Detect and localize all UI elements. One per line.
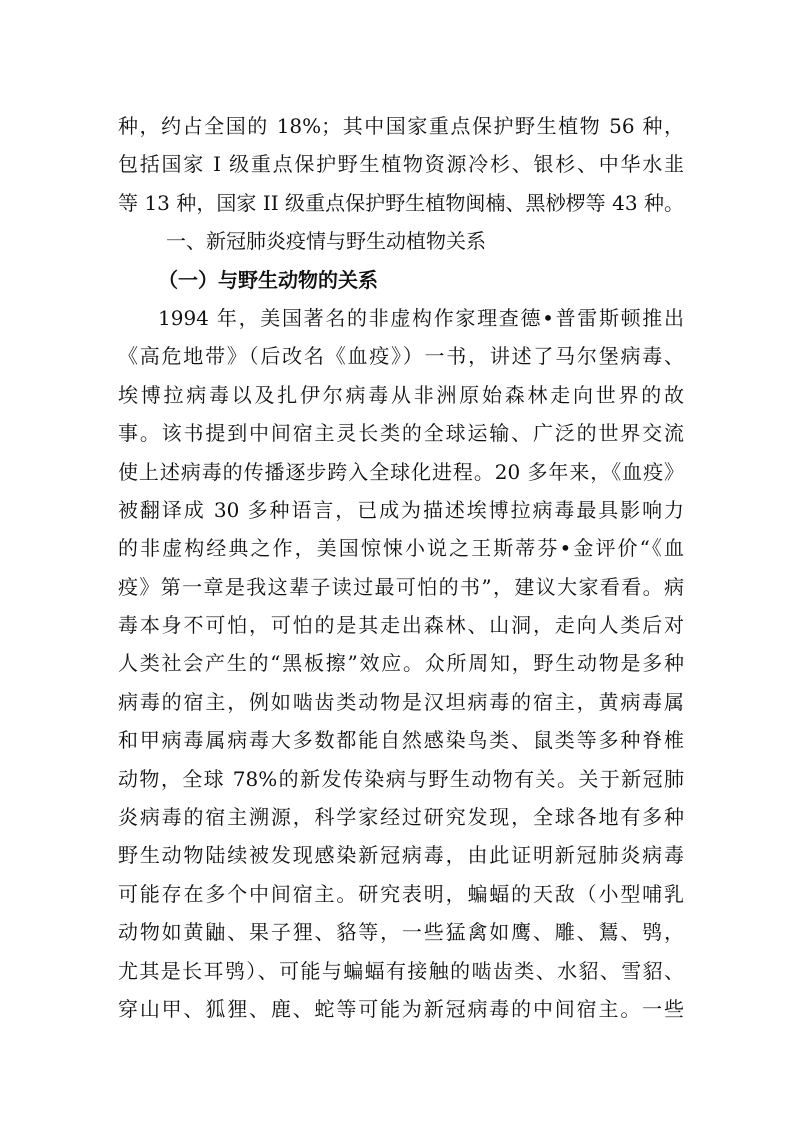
text-line: 和甲病毒属病毒大多数都能自然感染鸟类、鼠类等多种脊椎 (118, 728, 684, 753)
text-line: 疫》第一章是我这辈子读过最可怕的书”，建议大家看看。病 (118, 574, 684, 599)
text-line: 种，约占全国的 18%；其中国家重点保护野生植物 56 种， (118, 114, 684, 138)
document-page (118, 107, 684, 1028)
text-line: 毒本身不可怕，可怕的是其走出森林、山洞，走向人类后对 (118, 613, 684, 638)
text-line: 事。该书提到中间宿主灵长类的全球运输、广泛的世界交流 (118, 421, 684, 446)
text-line: 炎病毒的宿主溯源，科学家经过研究发现，全球各地有多种 (118, 805, 684, 830)
text-line: 病毒的宿主，例如啮齿类动物是汉坦病毒的宿主，黄病毒属 (118, 689, 684, 714)
section-heading: 一、新冠肺炎疫情与野生动植物关系 (166, 229, 486, 254)
text-line: 野生动物陆续被发现感染新冠病毒，由此证明新冠肺炎病毒 (118, 843, 684, 868)
text-line: 埃博拉病毒以及扎伊尔病毒从非洲原始森林走向世界的故 (118, 382, 684, 407)
text-line: 包括国家 I 级重点保护野生植物资源冷杉、银杉、中华水韭 (118, 152, 684, 177)
text-line: 的非虚构经典之作，美国惊悚小说之王斯蒂芬•金评价“《血 (118, 536, 684, 561)
text-line: 可能存在多个中间宿主。研究表明，蝙蝠的天敌（小型哺乳 (118, 881, 684, 906)
text-line: 等 13 种，国家 II 级重点保护野生植物闽楠、黑桫椤等 43 种。 (118, 190, 684, 215)
paragraph (118, 299, 684, 1028)
text-line: 使上述病毒的传播逐步跨入全球化进程。20 多年来，《血疫》 (118, 459, 684, 484)
text-line: 尤其是长耳鸮）、可能与蝙蝠有接触的啮齿类、水貂、雪貂、 (118, 958, 684, 983)
text-line: 《高危地带》（后改名《血疫》）一书，讲述了马尔堡病毒、 (118, 344, 684, 369)
text-line: 被翻译成 30 多种语言，已成为描述埃博拉病毒最具影响力 (118, 497, 684, 522)
text-line: 穿山甲、狐狸、鹿、蛇等可能为新冠病毒的中间宿主。一些 (118, 996, 684, 1021)
text-line: 1994 年，美国著名的非虚构作家理查德•普雷斯顿推出 (158, 305, 684, 330)
text-line: 动物如黄鼬、果子狸、貉等，一些猛禽如鹰、雕、鵟、鸮， (118, 920, 684, 945)
text-line: 动物，全球 78%的新发传染病与野生动物有关。关于新冠肺 (118, 766, 684, 791)
text-line: 人类社会产生的“黑板擦”效应。众所周知，野生动物是多种 (118, 651, 684, 676)
subsection-heading: （一）与野生动物的关系 (158, 267, 378, 292)
